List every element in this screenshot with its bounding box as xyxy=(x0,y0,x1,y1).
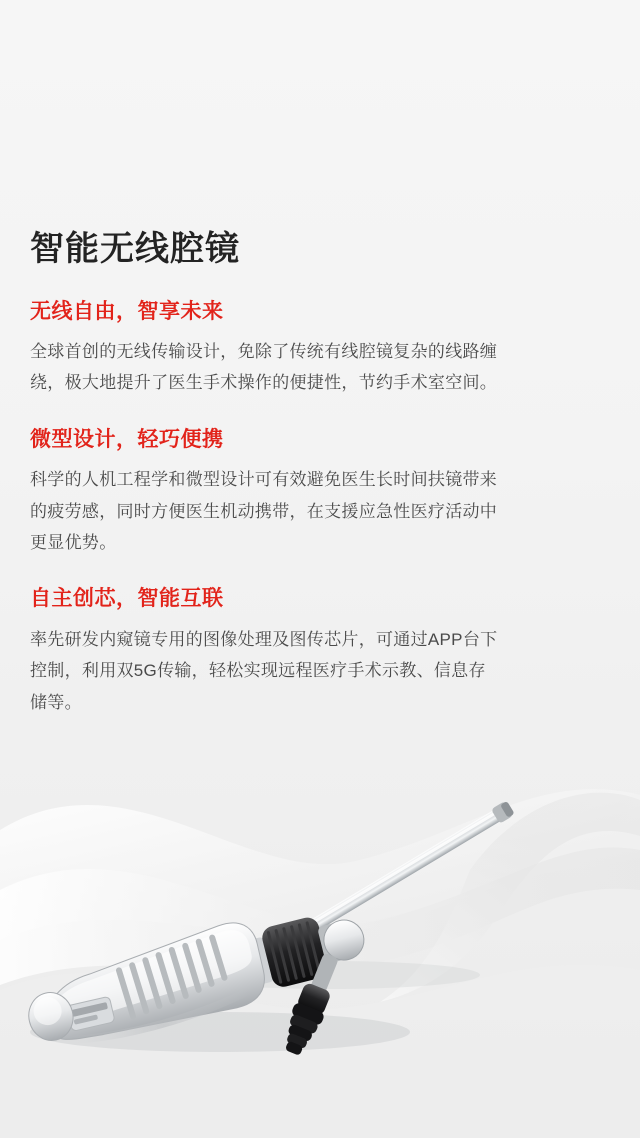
feature-body-3: 率先研发内窥镜专用的图像处理及图传芯片，可通过APP台下控制，利用双5G传输，轻松实现远程医疗手术示教、信息存储等。 xyxy=(30,629,498,712)
feature-body-2: 科学的人机工程学和微型设计可有效避免医生长时间扶镜带来的疲劳感，同时方便医生机动携带，在支援应急性医疗活动中更显优势。 xyxy=(30,470,498,553)
feature-block-1 xyxy=(30,297,500,399)
page-title: 智能无线腔镜 xyxy=(30,230,240,268)
feature-heading-3: 自主创芯，智能互联 xyxy=(30,587,224,611)
feature-body-1: 全球首创的无线传输设计，免除了传统有线腔镜复杂的线路缠绕，极大地提升了医生手术操作的便捷性，节约手术室空间。 xyxy=(30,341,498,393)
feature-block-2 xyxy=(30,425,500,559)
feature-heading-2: 微型设计，轻巧便携 xyxy=(30,427,224,451)
feature-block-3 xyxy=(30,584,500,718)
product-image xyxy=(0,760,640,1138)
feature-text-content xyxy=(30,228,500,718)
feature-heading-1: 无线自由，智享未来 xyxy=(30,299,224,323)
